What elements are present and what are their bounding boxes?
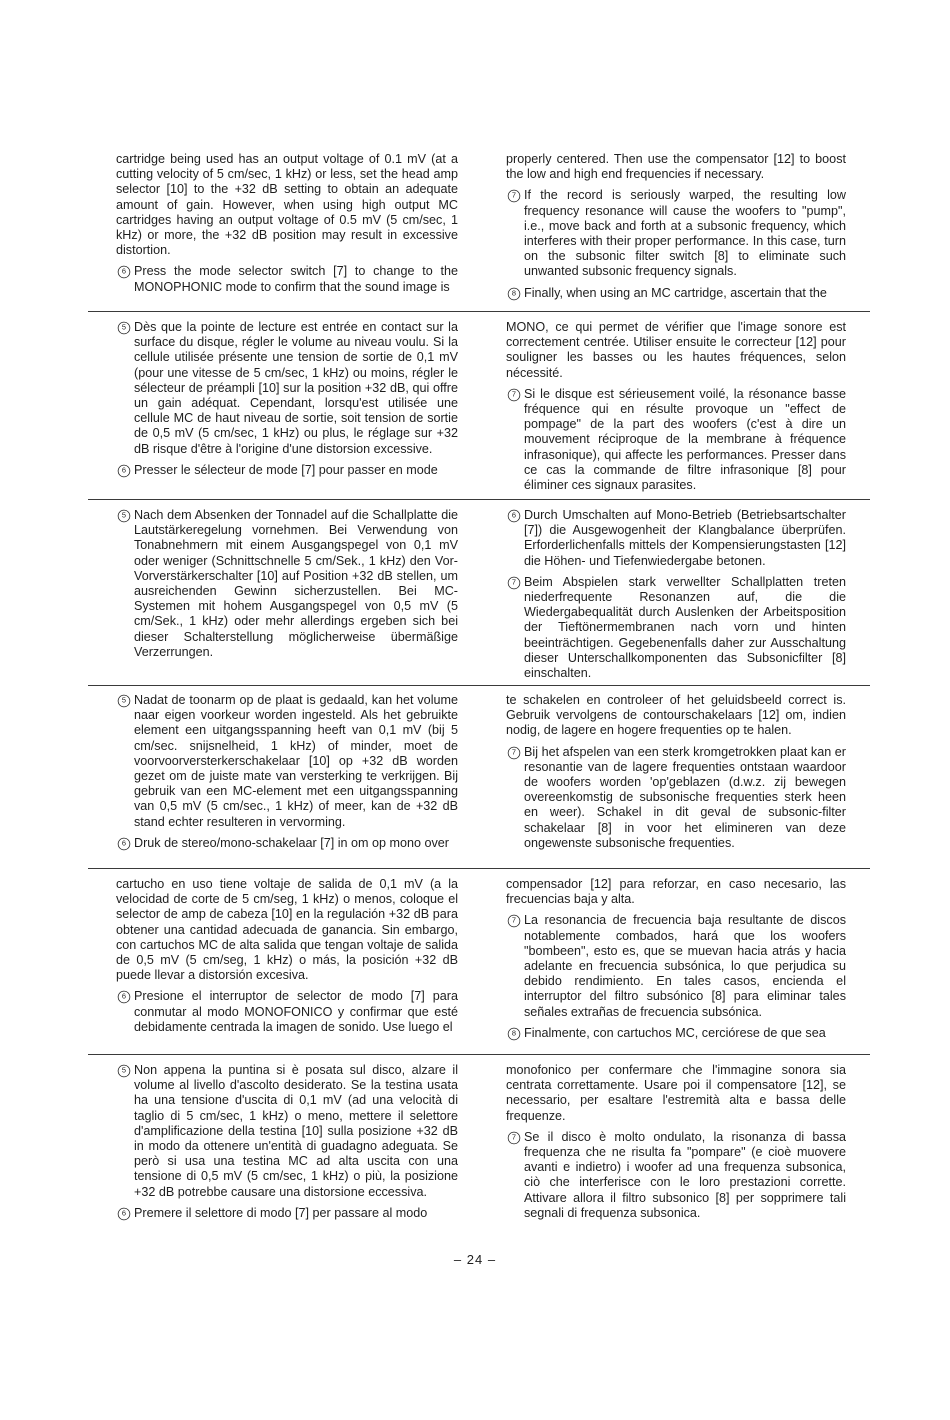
numbered-step [116,693,458,830]
step-number-circle: 5 [118,1065,130,1077]
left-column [116,1063,458,1228]
numbered-step [506,188,846,279]
step-text: Druk de stereo/mono-schakelaar [7] in om op mono over [134,835,449,850]
right-column [506,508,846,687]
step-text: Bij het afspelen van een sterk kromgetrokken plaat kan er resonantie van de lagere frequenties ontstaan waardoor de woofers worden 'op'geblazen (d.w.z. zij bewegen overeenkomstig de subsonische frequenties sterk heen en weer). Schakel in dit geval de subsonic-filter schakelaar [8] in voor het elimineren van deze ongewenste subsonische frequenties. [524,744,846,850]
step-number-circle: 5 [118,322,130,334]
step-text: Si le disque est sérieusement voilé, la résonance basse fréquence qui en résulte provoque un "effect de pompage" de la part des woofers (c'est à dire un mouvement réciproque de la membrane à fréquence infrasonique), qui affecte les performances. Presser dans ce cas la commande de filtre infrasonique [8] pour éliminer ces signaux parasites. [524,386,846,493]
numbered-step [116,463,458,479]
step-text: Nadat de toonarm op de plaat is gedaald, kan het volume naar eigen voorkeur worden ingesteld. Als het gebruikte element een uitgangsspanning heeft van 0,1 mV (bij 5 cm/sec. snijsnelheid, 1 kHz) of minder, moet de voorvoorversterkerschakelaar [10] op +32 dB worden gezet om de juiste mate van versterking te verkrijgen. Bij gebruik van een MC-element met een uitgangsspanning van 0,5 mV (5 cm/sec., 1 kHz) of meer, kan de +32 dB stand echter resulteren in vervorming. [134,693,458,829]
left-column [116,508,458,666]
step-text: Nach dem Absenken der Tonnadel auf die Schallplatte die Lautstärkeregelung vornehmen. Bei Verwendung von Tonabnehmern mit einem Ausgangspegel von 0,1 mV oder weniger (Schnittschnelle 5 cm/Sek., 1 kHz) den Vor-Vorverstärkerschalter [10] auf Position +32 dB stellen, um ausreichenden Gewinn sicherzustellen. Bei MC-Systemen mit hohem Ausgangspegel von 0,5 mV (5 cm/Sek., 1 kHz) oder mehr allerdings ergeben sich bei dieser Schalterstellung möglicherweise übermäßige Verzerrungen. [134,508,458,659]
paragraph: compensador [12] para reforzar, en caso necesario, las frecuencias baja y alta. [506,877,846,907]
right-column [506,693,846,857]
paragraph: te schakelen en controleer of het geluidsbeeld correct is. Gebruik vervolgens de contourschakelaars [12] om, indien nodig, de lagere en hogere frequenties op te halen. [506,693,846,738]
numbered-step [116,836,458,852]
right-column [506,320,846,499]
step-text: If the record is seriously warped, the resulting low frequency resonance will cause the woofers to "pump", i.e., move back and forth at a subsonic frequency, which interferes with their proper performance. In this case, turn on the subsonic filter switch [8] to eliminate such unwanted subsonic frequency signals. [524,188,846,279]
step-text: Press the mode selector switch [7] to change to the MONOPHONIC mode to confirm that the sound image is [134,264,458,294]
numbered-step [116,264,458,294]
left-column [116,320,458,485]
step-number-circle: 6 [118,1208,130,1220]
step-number-circle: 8 [508,1028,520,1040]
numbered-step [506,508,846,569]
step-number-circle: 6 [118,838,130,850]
step-number-circle: 6 [118,991,130,1003]
step-text: Finally, when using an MC cartridge, ascertain that the [524,285,827,300]
section-divider [88,1054,870,1055]
step-number-circle: 7 [508,746,520,758]
numbered-step [116,508,458,660]
paragraph: cartridge being used has an output voltage of 0.1 mV (at a cutting velocity of 5 cm/sec, 1 kHz) or less, set the head amp selector [10] to the +32 dB setting to obtain an adequate amount of gain. However, when using high output MC cartridges having an output voltage of 0.5 mV (5 cm/sec, 1 kHz) or more, the +32 dB position may result in excessive distortion. [116,152,458,258]
right-column [506,152,846,308]
step-number-circle: 6 [118,266,130,278]
page-number: – 24 – [453,1252,497,1267]
step-number-circle: 7 [508,915,520,927]
section-divider [88,685,870,686]
right-column [506,877,846,1048]
paragraph: properly centered. Then use the compensator [12] to boost the low and high end frequencies if necessary. [506,152,846,182]
numbered-step [116,1206,458,1222]
step-text: Beim Abspielen stark verwellter Schallplatten treten niederfrequente Resonanzen auf, die die Wiedergabequalität durch Auslenken der Arbeitsposition der Tieftönermembranen nach vorn und hinten beeinträchtigen. Gegebenenfalls daher zur Ausschaltung dieser Unterschallkomponenten das Subsonicfilter [8] einschalten. [524,574,846,681]
step-number-circle: 7 [508,190,520,202]
section-divider [88,499,870,500]
section-divider [88,868,870,869]
numbered-step [116,989,458,1035]
numbered-step [506,745,846,851]
paragraph: MONO, ce qui permet de vérifier que l'image sonore est correctement centrée. Utiliser ensuite le correcteur [12] pour souligner les basses ou les hautes fréquences, selon nécessité. [506,320,846,380]
numbered-step [116,1063,458,1200]
numbered-step [506,913,846,1019]
step-text: Presser le sélecteur de mode [7] pour passer en mode [134,462,438,477]
step-text: Durch Umschalten auf Mono-Betrieb (Betriebsartschalter [7]) die Ausgewogenheit der Klangbalance überprüfen. Erforderlichenfalls mittels der Kompensierungstasten [12] die Höhen- und Tiefenwiedergabe betonen. [524,508,846,568]
numbered-step [506,1130,846,1221]
step-number-circle: 7 [508,1132,520,1144]
step-number-circle: 8 [508,287,520,299]
step-number-circle: 7 [508,389,520,401]
step-number-circle: 5 [118,695,130,707]
step-number-circle: 7 [508,577,520,589]
left-column [116,877,458,1041]
step-text: Premere il selettore di modo [7] per passare al modo [134,1205,428,1220]
numbered-step [506,575,846,681]
step-text: Presione el interruptor de selector de modo [7] para conmutar al modo MONOFONICO y confirmar que esté debidamente centrada la imagen de sonido. Use luego el [134,989,458,1034]
numbered-step [506,286,846,302]
step-number-circle: 6 [118,465,130,477]
step-text: La resonancia de frecuencia baja resultante de discos notablemente combados, hará que los woofers "bombeen", esto es, que se muevan hacia atrás y hacia adelante en frecuencia subsónica, lo que perjudica su debido rendimiento. En tales casos, encienda el interruptor del filtro subsónico [8] para eliminar tales señales extrañas de frecuencia subsónica. [524,913,846,1019]
paragraph: monofonico per confermare che l'immagine sonora sia centrata correttamente. Usare poi il compensatore [12], se necessario, per esaltare l'estremità alta e bassa delle frequenze. [506,1063,846,1123]
numbered-step [506,387,846,493]
step-text: Se il disco è molto ondulato, la risonanza di bassa frequenza che ne risulta fa "pompare" (e cioè muovere avanti e indietro) i woofer ad una frequenza subsonica, ciò che interferisce con le loro prestazioni corrette. Attivare allora il filtro subsonico [8] per sopprimere tali segnali di frequenza subsonica. [524,1129,846,1220]
numbered-step [506,1026,846,1042]
step-number-circle: 5 [118,510,130,522]
step-text: Finalmente, con cartuchos MC, cerciórese de que sea [524,1025,826,1040]
right-column [506,1063,846,1227]
numbered-step [116,320,458,457]
left-column [116,693,458,858]
section-divider [88,311,870,312]
step-text: Non appena la puntina si è posata sul disco, alzare il volume al livello d'ascolto desiderato. Se la testina usata ha una tensione d'uscita di 0,1 mV (ad una velocità di taglio di 5 cm/sec, 1 kHz) o meno, mettere il selettore d'amplificazione della testina [10] sulla posizione +32 dB in modo da ottenere un'entità di guadagno adeguata. Se però si usa una testina MC ad alta uscita con una tensione di 0,5 mV (5 cm/sec, 1 kHz) o più, la posizione +32 dB potrebbe causare una distorsione eccessiva. [134,1063,458,1199]
left-column [116,152,458,301]
step-text: Dès que la pointe de lecture est entrée en contact sur la surface du disque, régler le volume au niveau voulu. Si la cellule utilisée présente une tension de sortie de 0,1 mV (pour une vitesse de 5 cm/sec, 1 kHz) ou moins, régler le sélecteur de préampli [10] sur la position +32 dB, qui offre un gain adéquat. Cependant, lorsqu'est utilisée une cellule MC de haut niveau de sortie, soit tension de sortie de 0,5 mV (5 cm/sec, 1 kHz) ou plus, le réglage sur +32 dB risque d'être à l'origine d'une distorsion excessive. [134,320,458,456]
paragraph: cartucho en uso tiene voltaje de salida de 0,1 mV (a la velocidad de corte de 5 cm/seg, 1 kHz) o menos, coloque el selector de amp de cabeza [10] en la regulación +32 dB para obtener una cantidad adecuada de ganancia. Sin embargo, con cartuchos MC de alta salida que tengan voltaje de salida de 0,5 mV (5 cm/seg, 1 kHz) o más, la posición +32 dB puede llevar a distorsión excesiva. [116,877,458,983]
step-number-circle: 6 [508,510,520,522]
